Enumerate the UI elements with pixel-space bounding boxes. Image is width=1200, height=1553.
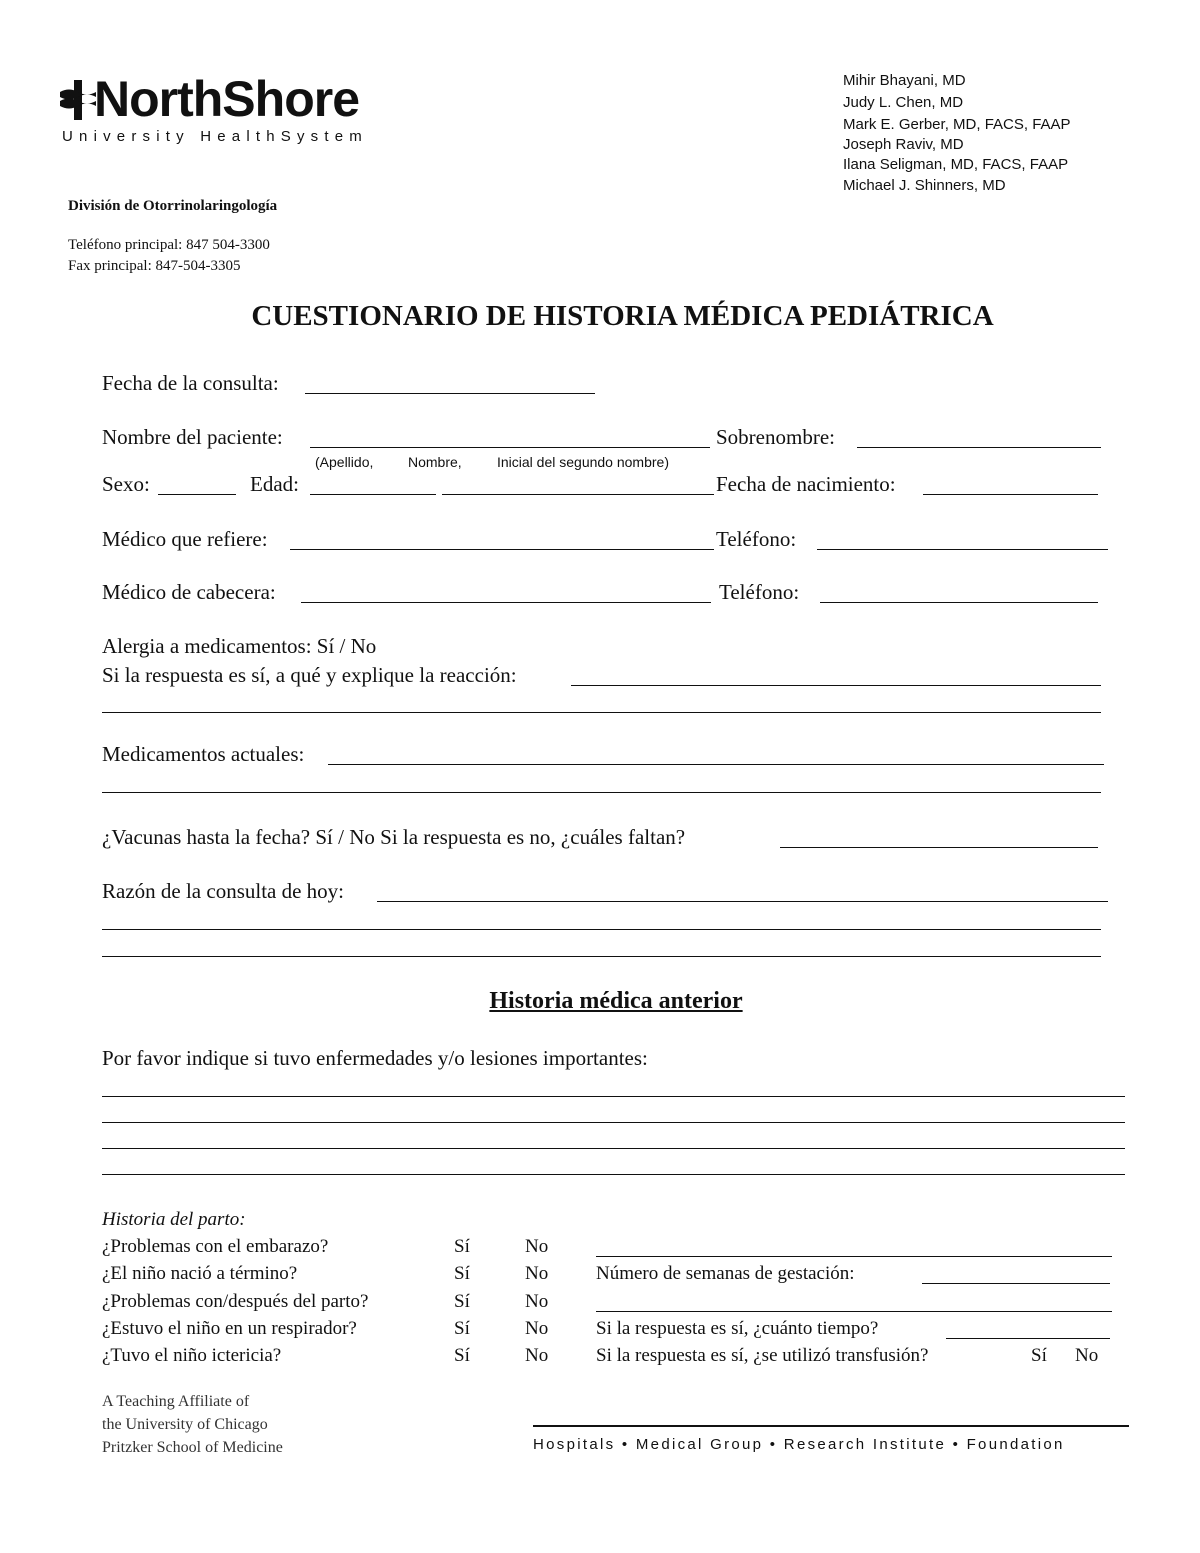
allergy-label: Alergia a medicamentos: Sí / No xyxy=(102,634,377,658)
illness-line[interactable] xyxy=(102,1096,1125,1097)
affiliate-line-3: Pritzker School of Medicine xyxy=(102,1439,283,1456)
affiliate-line-2: the University of Chicago xyxy=(102,1416,268,1433)
nickname-field[interactable] xyxy=(857,447,1101,448)
name-hint-middle-initial: Inicial del segundo nombre) xyxy=(497,454,669,470)
yes-option[interactable]: Sí xyxy=(454,1291,470,1312)
yes-option[interactable]: Sí xyxy=(454,1263,470,1284)
no-option[interactable]: No xyxy=(525,1236,549,1257)
name-hint-firstname: Nombre, xyxy=(408,454,462,470)
yes-option[interactable]: Sí xyxy=(454,1236,470,1257)
birth-question: ¿El niño nació a término? xyxy=(102,1263,298,1284)
doctor-name: Judy L. Chen, MD xyxy=(843,94,964,111)
delivery-problems-field[interactable] xyxy=(596,1311,1112,1312)
no-option[interactable]: No xyxy=(525,1291,549,1312)
referring-phone-field[interactable] xyxy=(817,549,1108,550)
doctor-name: Joseph Raviv, MD xyxy=(843,136,964,153)
illness-line[interactable] xyxy=(102,1148,1125,1149)
respirator-duration-label: Si la respuesta es sí, ¿cuánto tiempo? xyxy=(596,1318,879,1339)
allergy-detail-field[interactable] xyxy=(571,685,1101,686)
primary-phone-field[interactable] xyxy=(820,602,1098,603)
gestation-weeks-field[interactable] xyxy=(922,1283,1110,1284)
primary-doctor-label: Médico de cabecera: xyxy=(102,580,276,604)
missing-vaccines-field[interactable] xyxy=(780,847,1098,848)
transfusion-label: Si la respuesta es sí, ¿se utilizó transfusión? xyxy=(596,1345,929,1366)
referring-doctor-label: Médico que refiere: xyxy=(102,527,268,551)
primary-phone-label: Teléfono: xyxy=(719,580,800,604)
illness-line[interactable] xyxy=(102,1174,1125,1175)
birthdate-field[interactable] xyxy=(923,494,1098,495)
age-field[interactable] xyxy=(310,494,436,495)
no-option[interactable]: No xyxy=(525,1345,549,1366)
age-field-2[interactable] xyxy=(442,494,714,495)
illness-line[interactable] xyxy=(102,1122,1125,1123)
referring-phone-label: Teléfono: xyxy=(716,527,797,551)
doctor-name: Mihir Bhayani, MD xyxy=(843,72,966,89)
transfusion-no-option[interactable]: No xyxy=(1075,1345,1099,1366)
birth-question: ¿Problemas con el embarazo? xyxy=(102,1236,329,1257)
allergy-detail-label: Si la respuesta es sí, a qué y explique la reacción: xyxy=(102,663,517,687)
primary-doctor-field[interactable] xyxy=(301,602,711,603)
birth-question: ¿Estuvo el niño en un respirador? xyxy=(102,1318,357,1339)
current-medications-field[interactable] xyxy=(328,764,1104,765)
patient-name-field[interactable] xyxy=(310,447,710,448)
visit-date-field[interactable] xyxy=(305,393,595,394)
name-hint-lastname: (Apellido, xyxy=(315,454,374,470)
yes-option[interactable]: Sí xyxy=(454,1318,470,1339)
doctor-name: Ilana Seligman, MD, FACS, FAAP xyxy=(843,156,1069,173)
birth-history-title: Historia del parto: xyxy=(102,1209,246,1230)
vaccines-label: ¿Vacunas hasta la fecha? Sí / No Si la respuesta es no, ¿cuáles faltan? xyxy=(102,825,686,849)
division-name: División de Otorrinolaringología xyxy=(68,198,278,214)
pregnancy-problems-field[interactable] xyxy=(596,1256,1112,1257)
current-medications-field-2[interactable] xyxy=(102,792,1101,793)
age-label: Edad: xyxy=(250,472,299,496)
illness-prompt: Por favor indique si tuvo enfermedades y/o lesiones importantes: xyxy=(102,1046,648,1070)
logo-wordmark: NorthShore xyxy=(94,71,359,127)
no-option[interactable]: No xyxy=(525,1263,549,1284)
no-option[interactable]: No xyxy=(525,1318,549,1339)
patient-name-label: Nombre del paciente: xyxy=(102,425,283,449)
birth-question: ¿Tuvo el niño ictericia? xyxy=(102,1345,282,1366)
allergy-detail-field-2[interactable] xyxy=(102,712,1101,713)
logo-subtitle: University HealthSystem xyxy=(62,128,368,145)
gestation-weeks-label: Número de semanas de gestación: xyxy=(596,1263,855,1284)
current-medications-label: Medicamentos actuales: xyxy=(102,742,305,766)
doctor-name: Mark E. Gerber, MD, FACS, FAAP xyxy=(843,116,1071,133)
footer-divider xyxy=(533,1425,1129,1427)
visit-date-label: Fecha de la consulta: xyxy=(102,371,279,395)
main-fax: Fax principal: 847-504-3305 xyxy=(68,258,241,274)
footer-tagline: Hospitals • Medical Group • Research Institute • Foundation xyxy=(533,1436,1065,1453)
visit-reason-field-3[interactable] xyxy=(102,956,1101,957)
sex-label: Sexo: xyxy=(102,472,150,496)
form-title: CUESTIONARIO DE HISTORIA MÉDICA PEDIÁTRICA xyxy=(251,300,994,332)
birth-question: ¿Problemas con/después del parto? xyxy=(102,1291,369,1312)
visit-reason-label: Razón de la consulta de hoy: xyxy=(102,879,345,903)
doctor-name: Michael J. Shinners, MD xyxy=(843,177,1006,194)
section-title: Historia médica anterior xyxy=(489,988,743,1014)
respirator-duration-field[interactable] xyxy=(946,1338,1110,1339)
visit-reason-field-2[interactable] xyxy=(102,929,1101,930)
birthdate-label: Fecha de nacimiento: xyxy=(716,472,896,496)
main-phone: Teléfono principal: 847 504-3300 xyxy=(68,237,270,253)
yes-option[interactable]: Sí xyxy=(454,1345,470,1366)
visit-reason-field[interactable] xyxy=(377,901,1108,902)
sex-field[interactable] xyxy=(158,494,236,495)
nickname-label: Sobrenombre: xyxy=(716,425,835,449)
referring-doctor-field[interactable] xyxy=(290,549,714,550)
northshore-logo-icon xyxy=(60,80,96,120)
affiliate-line-1: A Teaching Affiliate of xyxy=(102,1393,250,1410)
transfusion-yes-option[interactable]: Sí xyxy=(1031,1345,1047,1366)
